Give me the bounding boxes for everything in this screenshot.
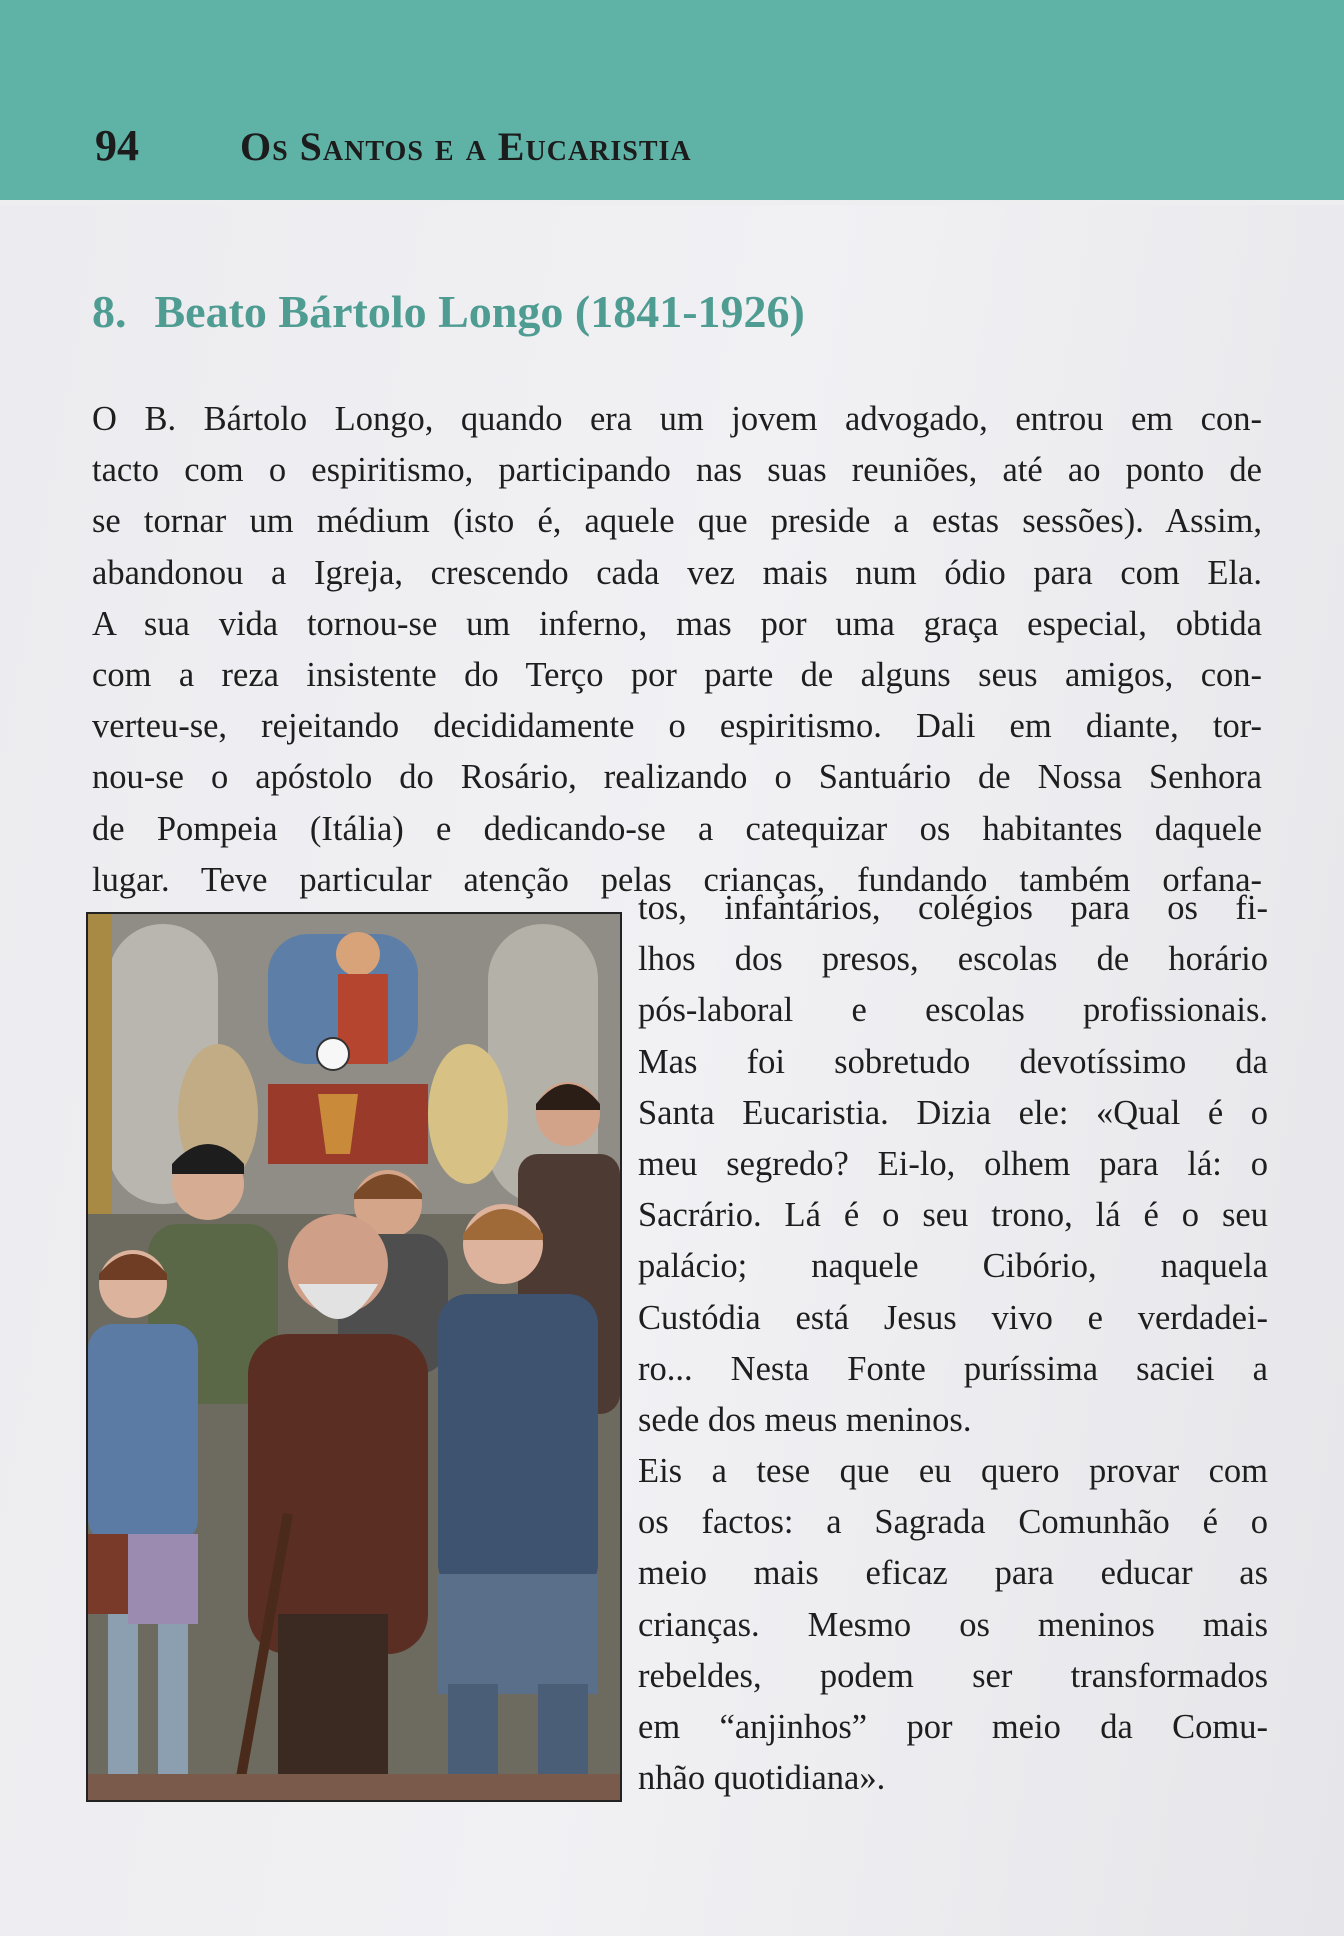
text-line: tos, infantários, colégios para os fi- xyxy=(638,889,1268,927)
text-line: O B. Bártolo Longo, quando era um jovem advogado, entrou em con- xyxy=(92,400,1262,438)
page-number: 94 xyxy=(95,121,139,170)
text-line: nhão quotidiana». xyxy=(638,1759,886,1798)
section-number: 8. xyxy=(92,286,127,337)
illustration-painting xyxy=(86,912,622,1802)
text-line: crianças. Mesmo os meninos mais xyxy=(638,1605,1268,1644)
text-line: meio mais eficaz para educar as xyxy=(638,1554,1268,1593)
text-line: A sua vida tornou-se um inferno, mas por uma graça especial, obtida xyxy=(92,604,1262,643)
text-line: meu segredo? Ei-lo, olhem para lá: o xyxy=(638,1144,1268,1183)
text-line: Santa Eucaristia. Dizia ele: «Qual é o xyxy=(638,1093,1268,1132)
text-line: pós-laboral e escolas profissionais. xyxy=(638,991,1268,1030)
text-line: Eis a tese que eu quero provar com xyxy=(638,1452,1268,1491)
text-line: sede dos meus meninos. xyxy=(638,1400,972,1439)
text-line: os factos: a Sagrada Comunhão é o xyxy=(638,1503,1268,1542)
text-line: com a reza insistente do Terço por parte de alguns seus amigos, con- xyxy=(92,655,1262,694)
running-header xyxy=(95,120,692,180)
text-line: tacto com o espiritismo, participando nas suas reuniões, até ao ponto de xyxy=(92,451,1262,490)
section-heading xyxy=(92,285,805,338)
text-line: palácio; naquele Cibório, naquela xyxy=(638,1247,1268,1286)
text-line: Mas foi sobretudo devotíssimo da xyxy=(638,1042,1268,1081)
text-line: em “anjinhos” por meio da Comu- xyxy=(638,1708,1268,1746)
text-line: rebeldes, podem ser transformados xyxy=(638,1656,1268,1695)
text-line: de Pompeia (Itália) e dedicando-se a catequizar os habitantes daquele xyxy=(92,809,1262,848)
section-title: Beato Bártolo Longo (1841-1926) xyxy=(154,286,805,337)
text-line: ro... Nesta Fonte puríssima saciei a xyxy=(638,1349,1268,1388)
text-line: Custódia está Jesus vivo e verdadei- xyxy=(638,1298,1268,1337)
painting-figures xyxy=(88,914,620,1800)
text-line: abandonou a Igreja, crescendo cada vez mais num ódio para com Ela. xyxy=(92,553,1262,592)
running-title: Os Santos e a Eucaristia xyxy=(240,124,692,169)
text-line: verteu-se, rejeitando decididamente o espiritismo. Dali em diante, tor- xyxy=(92,707,1262,746)
paragraph-full-width xyxy=(92,394,1262,906)
text-line: Sacrário. Lá é o seu trono, lá é o seu xyxy=(638,1196,1268,1235)
text-line: se tornar um médium (isto é, aquele que preside a estas sessões). Assim, xyxy=(92,502,1262,541)
text-line: lugar. Teve particular atenção pelas crianças, fundando também orfana- xyxy=(92,860,1262,899)
paragraph-beside-image xyxy=(638,883,1268,1804)
text-line: lhos dos presos, escolas de horário xyxy=(638,940,1268,979)
text-line: nou-se o apóstolo do Rosário, realizando o Santuário de Nossa Senhora xyxy=(92,758,1262,797)
